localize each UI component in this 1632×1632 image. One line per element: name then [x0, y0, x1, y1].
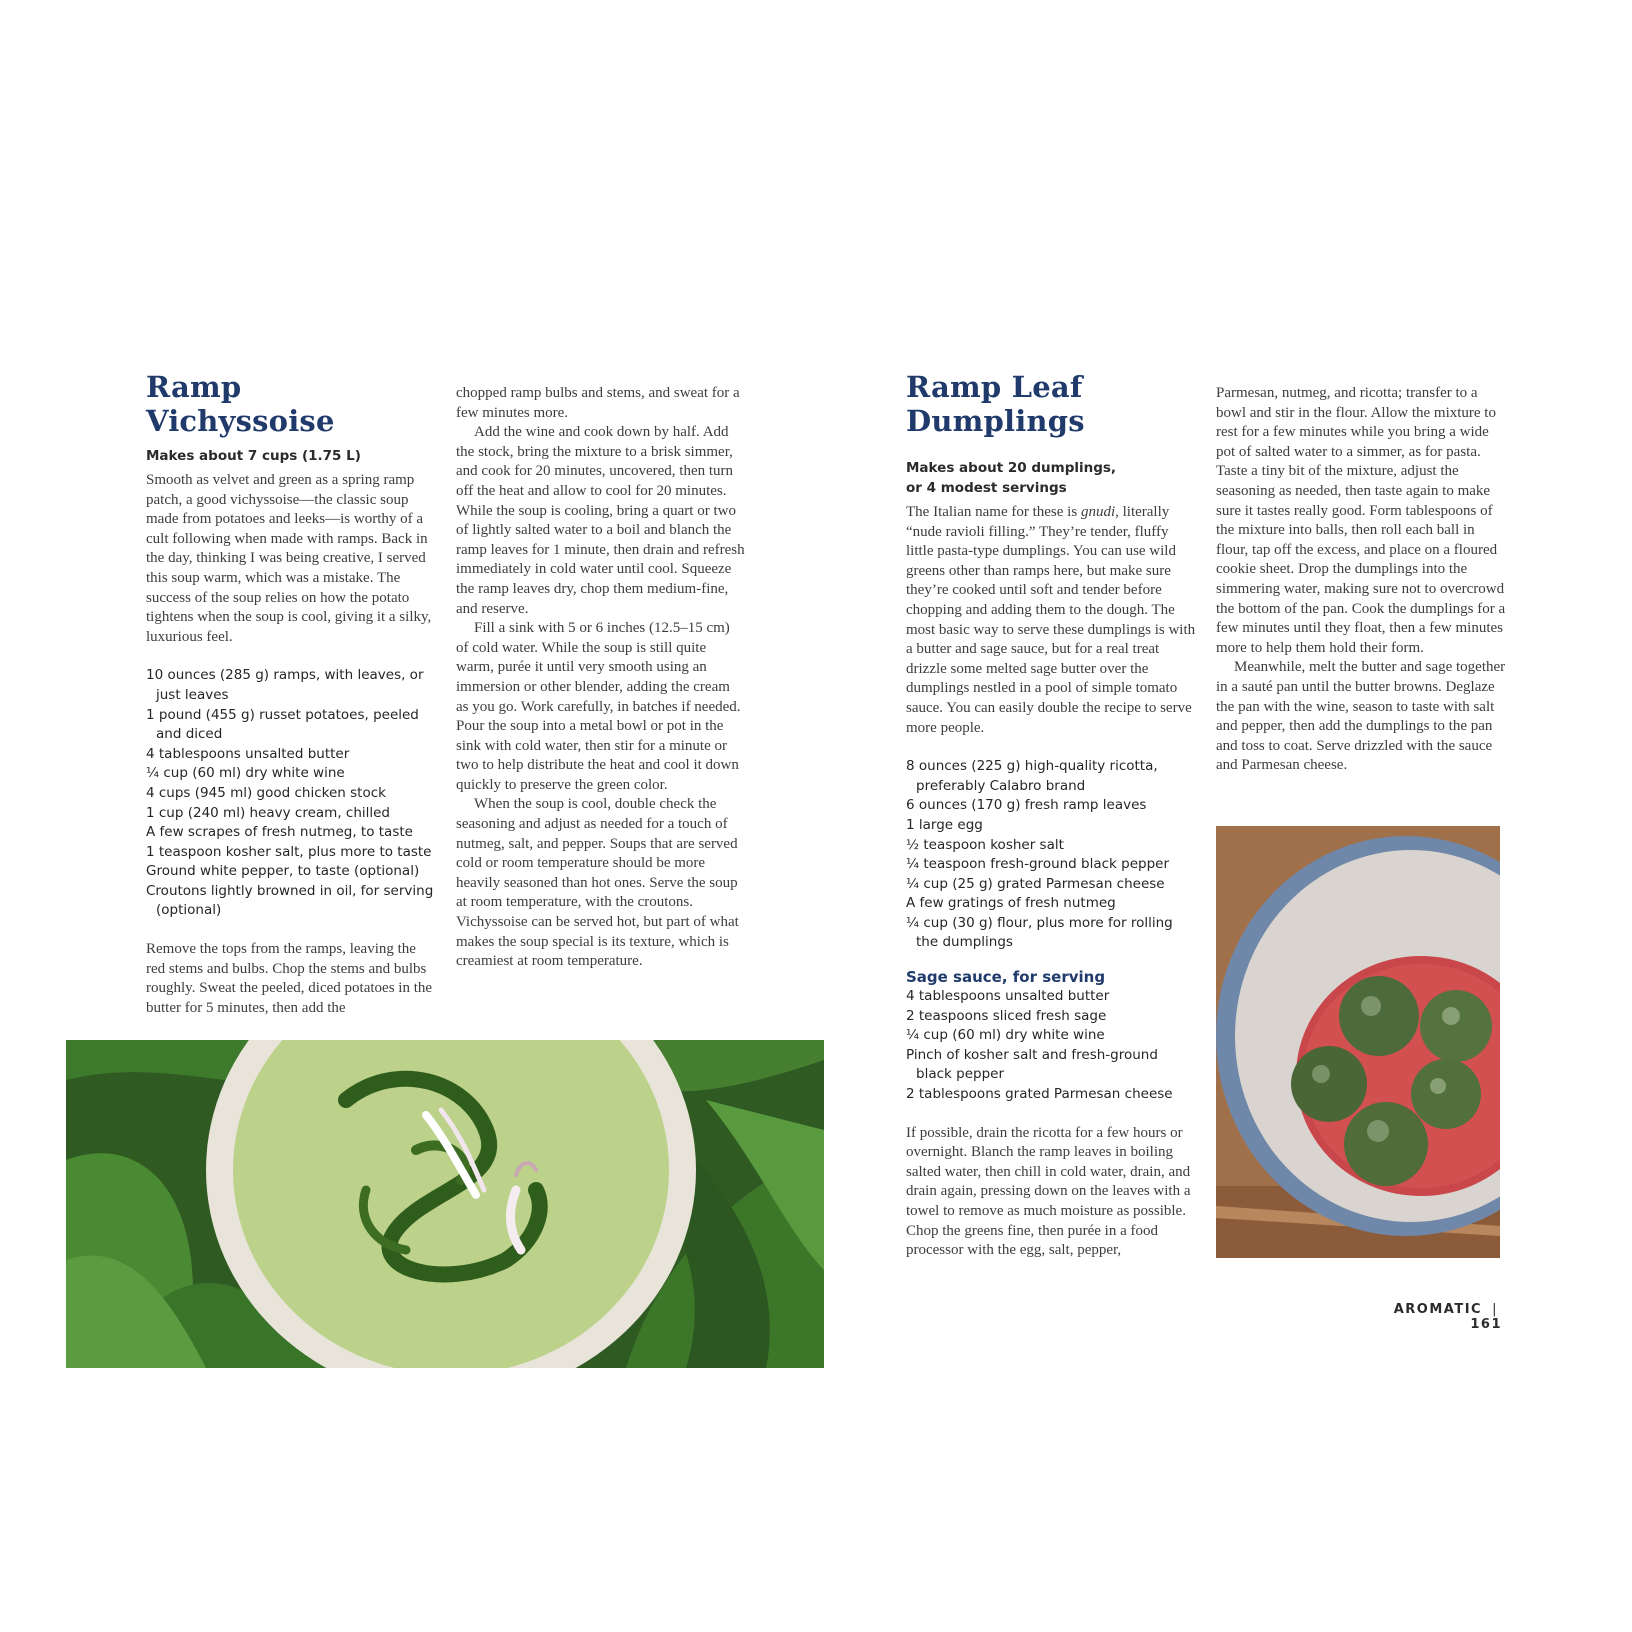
method-paragraph: Meanwhile, melt the butter and sage together in a sauté pan until the butter browns. Deglaze the pan with the wine, season to taste with salt and pepper, then add the dumplings to the pan and toss to coat. Serve drizzled with the sauce and Parmesan cheese.: [1216, 659, 1506, 774]
ingredient-item: 8 ounces (225 g) high-quality ricotta, preferably Calabro brand: [906, 758, 1158, 794]
method-paragraph: If possible, drain the ricotta for a few hours or overnight. Blanch the ramp leaves in boiling salted water, then chill in cold water, drain, and drain again, pressing down on the leaves with a towel to remove as much moisture as possible. Chop the greens fine, then purée in a food processor with the egg, salt, pepper,: [906, 1124, 1191, 1259]
recipe-yield: [906, 458, 1196, 498]
ingredient-item: 1 cup (240 ml) heavy cream, chilled: [146, 804, 391, 821]
intro-paragraph: Smooth as velvet and green as a spring ramp patch, a good vichyssoise—the classic soup made from potatoes and leeks—is worthy of a cult following when made with ramps. Back in the day, thinking I was being creative, I served this soup warm, which was a mistake. The success of the soup relies on how the potato tightens when the soup is cool, giving it a silky, luxurious feel.: [146, 472, 432, 645]
ingredient-item: ¼ cup (30 g) flour, plus more for rolling the dumplings: [906, 914, 1173, 951]
ingredient-item: 4 tablespoons unsalted butter: [906, 988, 1110, 1005]
section-name: AROMATIC: [1393, 1302, 1483, 1317]
left-column-1: [146, 370, 436, 1018]
method-paragraph: Fill a sink with 5 or 6 inches (12.5–15 cm) of cold water. While the soup is still quite warm, purée it until very smooth using an immersion or other blender, adding the cream as you go. Work carefully, in batches if needed. Pour the soup into a metal bowl or pot in the sink with cold water, then stir for a minute or two to help distribute the heat and cool it down quickly to preserve the green color.: [456, 620, 741, 793]
vichyssoise-photo: [66, 1040, 824, 1368]
yield-line: Makes about 20 dumplings,: [906, 460, 1117, 476]
ingredient-item: 1 large egg: [906, 816, 983, 833]
ingredient-item: Ground white pepper, to taste (optional): [146, 863, 420, 880]
intro-italic-term: gnudi,: [1080, 504, 1119, 520]
dumplings-bowl-image: [1216, 826, 1500, 1258]
ingredient-item: 2 tablespoons grated Parmesan cheese: [906, 1086, 1173, 1103]
recipe-intro: [146, 471, 436, 647]
method-paragraph: chopped ramp bulbs and stems, and sweat for a few minutes more.: [456, 385, 740, 421]
sauce-heading: Sage sauce, for serving: [906, 968, 1106, 987]
ingredient-item: 4 cups (945 ml) good chicken stock: [146, 784, 386, 801]
method-paragraph: Remove the tops from the ramps, leaving the red stems and bulbs. Chop the stems and bulbs roughly. Sweat the peeled, diced potatoes in the butter for 5 minutes, then add the: [146, 941, 433, 1016]
title-line: Dumplings: [906, 404, 1085, 438]
left-column-2: [456, 384, 746, 972]
method-paragraph: When the soup is cool, double check the seasoning and adjust as needed for a touch of nutmeg, salt, and pepper. Soups that are served cold or room temperature should be more heavily seasoned than hot ones. Serve the soup at room temperature, with the croutons. Vichyssoise can be served hot, but part of what makes the soup special is its texture, which is creamiest at room temperature.: [456, 796, 739, 970]
ingredient-item: ¼ cup (25 g) grated Parmesan cheese: [906, 875, 1165, 892]
ingredient-item: Pinch of kosher salt and fresh-ground black pepper: [906, 1046, 1158, 1083]
ingredient-item: Croutons lightly browned in oil, for serving (optional): [146, 882, 434, 919]
method-text: [906, 1124, 1196, 1261]
right-column-2: [1216, 384, 1506, 776]
ingredient-item: 1 pound (455 g) russet potatoes, peeled and diced: [146, 706, 419, 743]
intro-paragraph: [906, 503, 1196, 738]
method-paragraph: Parmesan, nutmeg, and ricotta; transfer to a bowl and stir in the flour. Allow the mixture to rest for a few minutes while you bring a wide pot of salted water to a simmer, as for pasta. Taste a tiny bit of the mixture, adjust the seasoning as needed, then taste again to make sure it tastes really good. Form tablespoons of the mixture into balls, then roll each ball in flour, tap off the excess, and place on a floured cookie sheet. Drop the dumplings into the simmering water, making sure not to overcrowd the bottom of the pan. Cook the dumplings for a few minutes until they float, then a few minutes more to help them hold their form.: [1216, 385, 1506, 656]
title-line: Ramp Leaf: [906, 370, 1083, 404]
ingredient-item: 2 teaspoons sliced fresh sage: [906, 1007, 1107, 1024]
ingredient-item: A few gratings of fresh nutmeg: [906, 895, 1116, 912]
recipe-title-vichyssoise: Ramp Vichyssoise: [146, 370, 335, 438]
ingredient-item: 1 teaspoon kosher salt, plus more to taste: [146, 843, 432, 860]
page-folio: [1390, 1302, 1502, 1332]
sauce-ingredient-list: [906, 987, 1196, 1105]
ingredient-item: 10 ounces (285 g) ramps, with leaves, or just leaves: [146, 667, 424, 703]
dumplings-photo: [1216, 826, 1500, 1258]
method-paragraph: Add the wine and cook down by half. Add the stock, bring the mixture to a brisk simmer, and cook for 20 minutes, uncovered, then turn off the heat and allow to cool for 20 minutes. While the soup is cooling, bring a quart or two of lightly salted water to a boil and blanch the ramp leaves for 1 minute, then drain and refresh immediately in cold water until cool. Squeeze the ramp leaves dry, chop them medium-fine, and reserve.: [456, 424, 745, 617]
ingredient-list: [146, 666, 436, 921]
ingredient-item: ¼ cup (60 ml) dry white wine: [146, 765, 345, 782]
ingredient-item: A few scrapes of fresh nutmeg, to taste: [146, 824, 413, 841]
page-number: 161: [1470, 1317, 1502, 1332]
ingredient-item: 4 tablespoons unsalted butter: [146, 745, 350, 762]
recipe-yield: Makes about 7 cups (1.75 L): [146, 448, 361, 464]
folio-separator: |: [1492, 1302, 1498, 1317]
yield-line: or 4 modest servings: [906, 480, 1067, 496]
ingredient-item: 6 ounces (170 g) fresh ramp leaves: [906, 797, 1147, 814]
intro-text: literally “nude ravioli filling.” They’re tender, fluffy little pasta-type dumplings. You can use wild greens other than ramps here, but make sure they’re cooked until soft and tender before chopping and adding them to the dough. The most basic way to serve these dumplings is with a butter and sage sauce, but for a real treat drizzle some melted sage butter over the dumplings nestled in a pool of simple tomato sauce. You can easily double the recipe to serve more people.: [906, 504, 1196, 736]
recipe-intro: [906, 503, 1196, 738]
ingredient-item: ¼ teaspoon fresh-ground black pepper: [906, 856, 1170, 873]
right-column-1: [906, 370, 1196, 1261]
method-text: [146, 940, 436, 1018]
intro-text: The Italian name for these is: [906, 504, 1081, 520]
soup-bowl-image: [66, 1040, 824, 1368]
recipe-title-dumplings: [906, 370, 1196, 438]
ingredient-item: ½ teaspoon kosher salt: [906, 836, 1064, 853]
ingredient-list: [906, 757, 1196, 953]
ingredient-item: ¼ cup (60 ml) dry white wine: [906, 1027, 1105, 1044]
